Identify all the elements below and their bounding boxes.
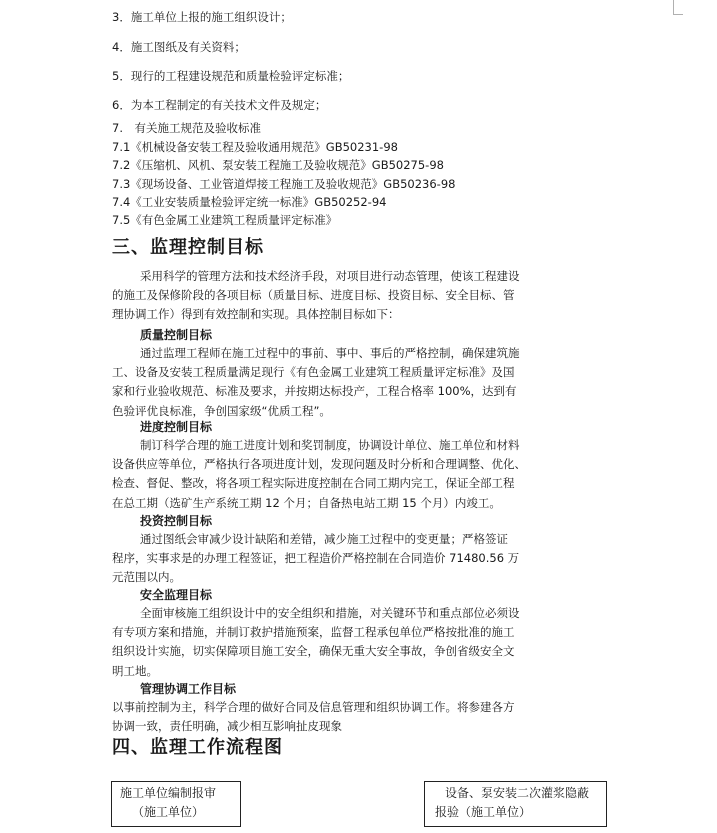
flow-box-label: 报验（施工单位） [435,805,532,819]
paragraph-line: 通过图纸会审减少设计缺陷和差错，减少施工过程中的变更量；严格签证 [140,532,508,546]
flow-box-grouting-inspection [424,781,607,827]
flow-box-label: 设备、泵安装二次灌浆隐蔽 [445,786,590,800]
paragraph-line: 家和行业验收规范、标准及要求，并按期达标投产，工程合格率 100%，达到有 [112,384,517,399]
progress-heading: 进度控制目标 [140,420,213,434]
investment-heading: 投资控制目标 [140,514,213,528]
paragraph-line: 理协调工作）得到有效控制和实现。具体控制目标如下： [112,307,400,322]
paragraph-line: 设备供应等单位，严格执行各项进度计划，发现问题及时分析和合理调整、优化、 [112,457,526,472]
paragraph-line: 的施工及保修阶段的各项目标（质量目标、进度目标、投资目标、安全目标、管 [112,288,515,303]
basis-item-4: 4．施工图纸及有关资料； [112,40,246,54]
paragraph-line: 协调一致，责任明确，减少相互影响扯皮现象 [112,719,342,734]
paragraph-line: 明工地。 [112,663,158,678]
standard-item: 7.5《有色金属工业建筑工程质量评定标准》 [112,213,338,227]
standard-item: 7.2《压缩机、风机、泵安装工程施工及验收规范》GB50275-98 [112,158,444,172]
paragraph-line: 色验评优良标准，争创国家级“优质工程”。 [112,403,331,418]
section-3-intro [112,267,612,325]
flow-box-label: （施工单位） [132,805,205,819]
basis-item-7: 7. 有关施工规范及验收标准 [112,121,261,135]
standard-item: 7.4《工业安装质量检验评定统一标准》GB50252-94 [112,195,387,209]
safety-heading: 安全监理目标 [140,588,213,602]
paragraph-line: 制订科学合理的施工进度计划和奖罚制度，协调设计单位、施工单位和材料 [140,438,520,452]
basis-item-5: 5．现行的工程建设规范和质量检验评定标准； [112,69,350,83]
paragraph-line: 在总工期（选矿生产系统工期 12 个月；自备热电站工期 15 个月）内竣工。 [112,495,501,510]
quality-paragraph [112,344,612,421]
progress-paragraph [112,436,612,513]
section-4-title: 四、监理工作流程图 [112,737,283,758]
paragraph-line: 程序，实事求是的办理工程签证，把工程造价严格控制在合同造价 71480.56 万 [112,551,520,566]
paragraph-line: 有专项方案和措施，并制订救护措施预案，监督工程承包单位严格按批准的施工 [112,625,515,640]
corner-crop-mark [673,14,683,15]
paragraph-line: 全面审核施工组织设计中的安全组织和措施，对关键环节和重点部位必须设 [140,606,520,620]
paragraph-line: 元范围以内。 [112,570,181,585]
safety-paragraph [112,604,612,681]
basis-item-6: 6．为本工程制定的有关技术文件及规定； [112,98,327,112]
flow-box-label: 施工单位编制报审 [120,786,217,800]
coordination-paragraph [112,698,612,736]
corner-crop-mark [673,0,674,14]
basis-item-3: 3．施工单位上报的施工组织设计； [112,10,292,24]
standard-item: 7.3《现场设备、工业管道焊接工程施工及验收规范》GB50236-98 [112,177,456,191]
paragraph-line: 工、设备及安装工程质量满足现行《有色金属工业建筑工程质量评定标准》及国 [112,365,515,380]
paragraph-line: 通过监理工程师在施工过程中的事前、事中、事后的严格控制，确保建筑施 [140,346,520,360]
coordination-heading: 管理协调工作目标 [140,682,237,696]
paragraph-line: 检查、督促、整改，将各项工程实际进度控制在合同工期内完工，保证全部工程 [112,476,515,491]
section-3-title: 三、监理控制目标 [112,237,264,258]
standard-item: 7.1《机械设备安装工程及验收通用规范》GB50231-98 [112,140,398,154]
flow-box-contractor-submission [111,781,241,827]
paragraph-line: 采用科学的管理方法和技术经济手段，对项目进行动态管理，使该工程建设 [140,269,520,283]
quality-heading: 质量控制目标 [140,328,213,342]
investment-paragraph [112,530,612,588]
paragraph-line: 组织设计实施，切实保障项目施工安全，确保无重大安全事故，争创省级安全文 [112,644,515,659]
paragraph-line: 以事前控制为主，科学合理的做好合同及信息管理和组织协调工作。将参建各方 [112,700,515,714]
